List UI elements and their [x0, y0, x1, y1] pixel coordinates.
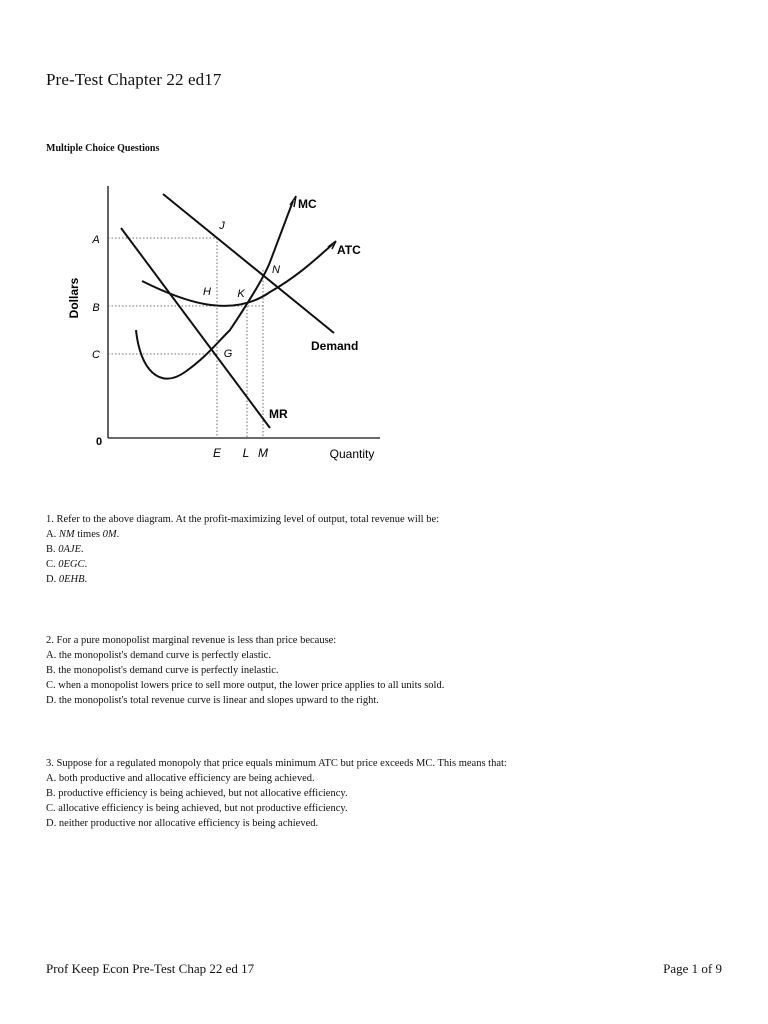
- curve-label-mc: MC: [298, 197, 317, 211]
- question-1-option-a: A. NM times 0M.: [46, 529, 120, 540]
- question-1-option-c: C. 0EGC.: [46, 559, 88, 570]
- question-2: [46, 633, 444, 708]
- question-1-option-b: B. 0AJE.: [46, 544, 84, 555]
- question-2-stem: 2. For a pure monopolist marginal revenue is less than price because:: [46, 635, 337, 646]
- x-axis-label: Quantity: [329, 447, 375, 461]
- point-label-k: K: [237, 288, 245, 300]
- point-label-g: G: [223, 348, 233, 360]
- question-3-stem: 3. Suppose for a regulated monopoly that price equals minimum ATC but price exceeds MC. This means that:: [46, 758, 507, 769]
- point-label-j: J: [219, 220, 225, 232]
- y-tick-b: B: [92, 302, 100, 314]
- question-2-option-b: B. the monopolist's demand curve is perfectly inelastic.: [46, 665, 279, 676]
- question-2-option-d: D. the monopolist's total revenue curve is linear and slopes upward to the right.: [46, 695, 379, 706]
- footer-page-number: Page 1 of 9: [663, 961, 722, 976]
- footer-course-label: Prof Keep Econ Pre-Test Chap 22 ed 17: [46, 961, 255, 976]
- x-tick-m: M: [258, 446, 268, 460]
- question-3-option-d: D. neither productive nor allocative efficiency is being achieved.: [46, 818, 319, 829]
- question-1-option-d: D. 0EHB.: [46, 574, 88, 585]
- curve-label-demand: Demand: [311, 339, 359, 353]
- y-tick-c: C: [92, 349, 100, 361]
- question-1: [46, 512, 439, 587]
- x-tick-l: L: [242, 446, 250, 460]
- x-tick-e: E: [212, 446, 222, 460]
- y-axis-label: Dollars: [67, 277, 81, 319]
- section-heading: Multiple Choice Questions: [46, 143, 160, 154]
- question-3-option-b: B. productive efficiency is being achieved, but not allocative efficiency.: [46, 788, 348, 799]
- mr-curve: [121, 228, 270, 428]
- y-tick-a: A: [92, 234, 100, 246]
- point-label-h: H: [203, 286, 211, 298]
- question-2-option-a: A. the monopolist's demand curve is perfectly elastic.: [46, 650, 271, 661]
- demand-curve: [163, 194, 334, 333]
- point-label-n: N: [272, 264, 280, 276]
- page-title: Pre-Test Chapter 22 ed17: [46, 70, 222, 89]
- question-2-option-c: C. when a monopolist lowers price to sell more output, the lower price applies to all units sold.: [46, 680, 445, 691]
- question-3-option-c: C. allocative efficiency is being achieved, but not productive efficiency.: [46, 803, 348, 814]
- curve-label-mr: MR: [269, 407, 288, 421]
- origin-label: 0: [95, 436, 103, 448]
- question-1-stem: 1. Refer to the above diagram. At the profit-maximizing level of output, total revenue will be:: [46, 514, 440, 525]
- question-3: [46, 756, 507, 831]
- curve-label-atc: ATC: [337, 243, 361, 257]
- question-3-option-a: A. both productive and allocative efficiency are being achieved.: [46, 773, 315, 784]
- monopoly-cost-diagram: [0, 0, 768, 500]
